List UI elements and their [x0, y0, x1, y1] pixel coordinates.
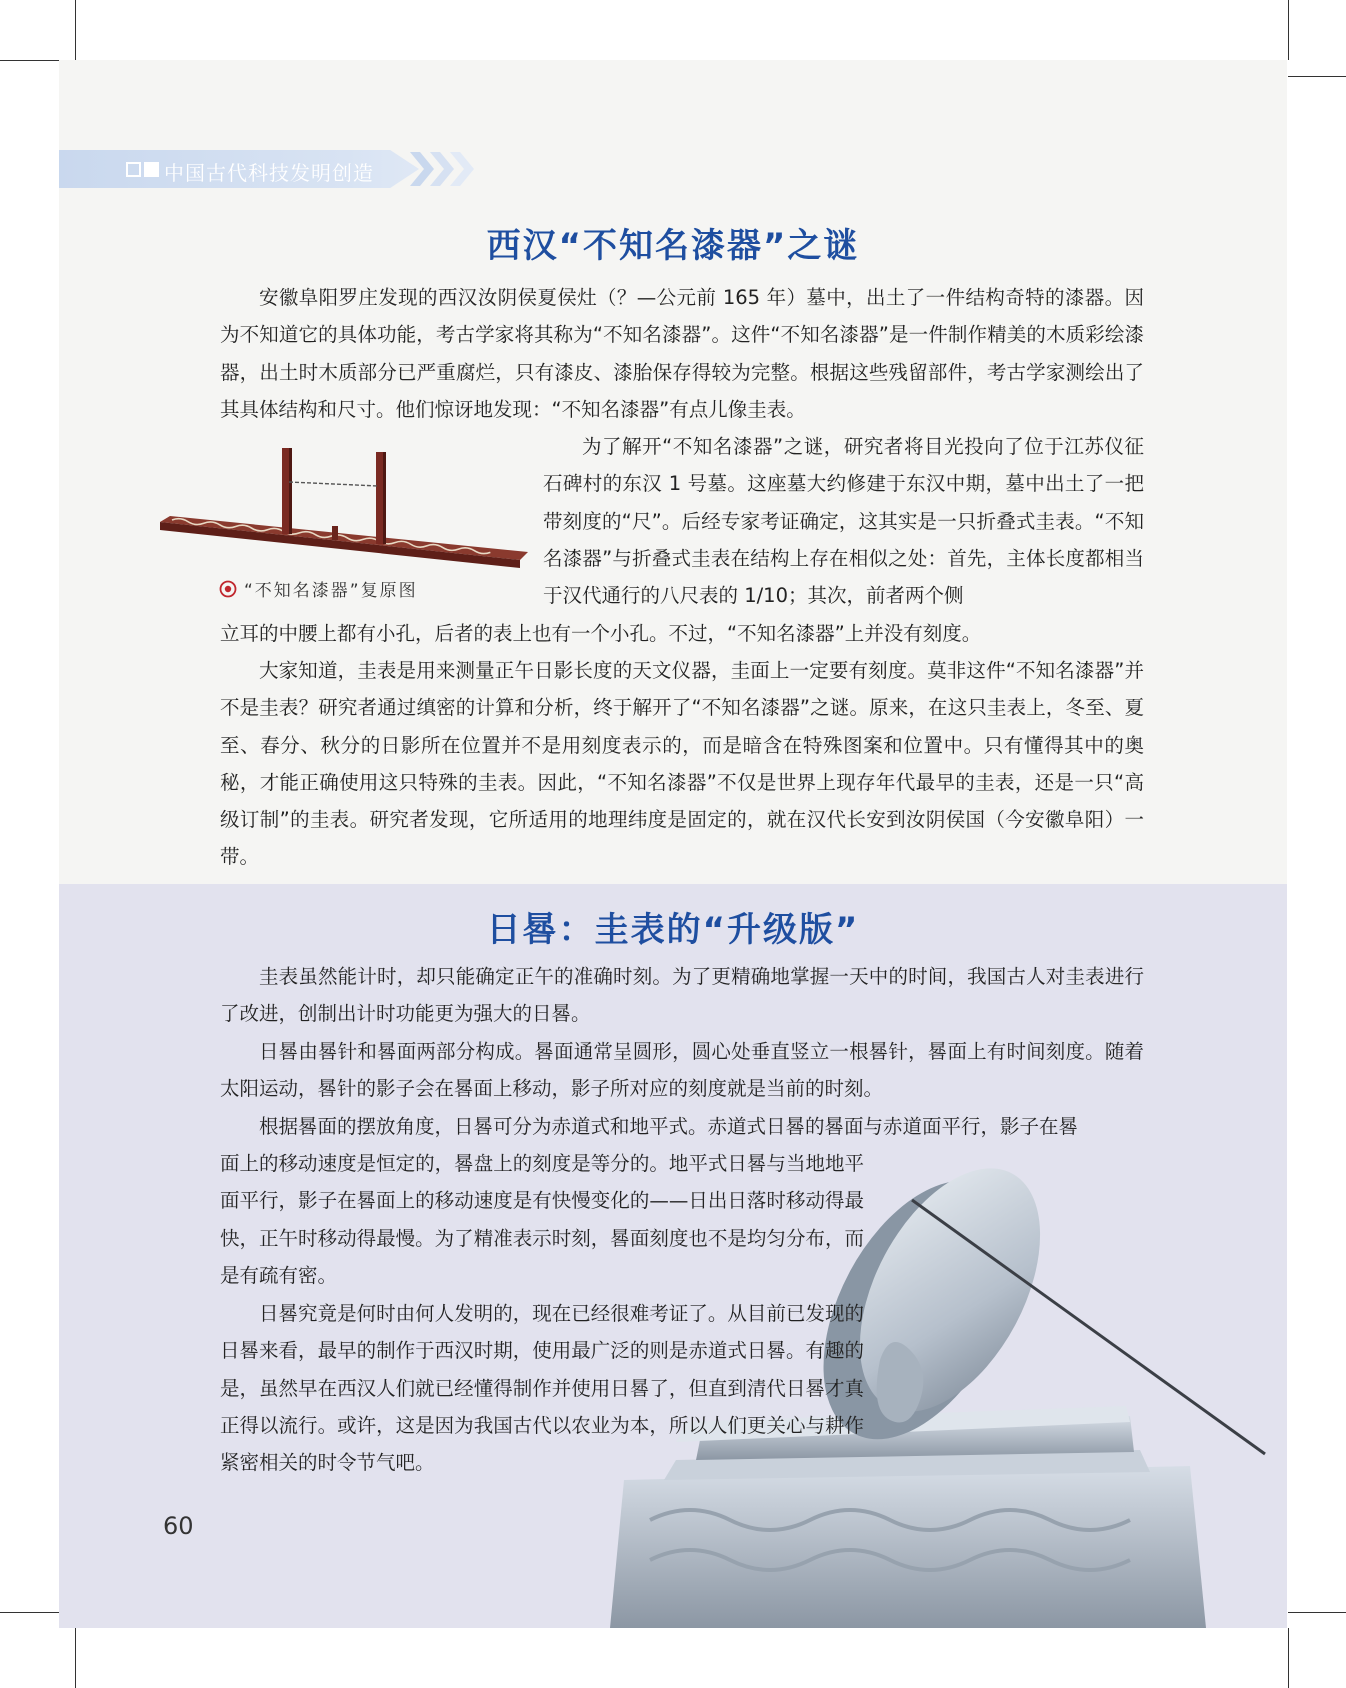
header-squares	[126, 162, 159, 177]
figure-caption: “不知名漆器”复原图	[244, 581, 418, 601]
section2-title: 日晷：圭表的“升级版”	[486, 910, 860, 950]
bullseye-icon	[219, 580, 237, 598]
page-number: 60	[163, 1512, 194, 1540]
crop-mark	[75, 0, 76, 60]
crop-mark	[0, 60, 60, 61]
crop-mark	[1288, 0, 1289, 60]
section2-paragraph-4: 日晷究竟是何时由何人发明的，现在已经很难考证了。从目前已发现的日晷来看，最早的制作于西汉时期，使用最广泛的则是赤道式日晷。有趣的是，虽然早在西汉人们就已经懂得制作并使用日晷了，但直到清代日晷才真正得以流行。或许，这是因为我国古代以农业为本，所以人们更关心与耕作紧密相关的时令节气吧。	[220, 1302, 864, 1475]
section2-paragraph-2: 日晷由晷针和晷面两部分构成。晷面通常呈圆形，圆心处垂直竖立一根晷针，晷面上有时间刻度。随着太阳运动，晷针的影子会在晷面上移动，影子所对应的刻度就是当前的时刻。	[220, 1040, 1144, 1101]
crop-mark	[1288, 1612, 1346, 1613]
section1-paragraph-1: 安徽阜阳罗庄发现的西汉汝阴侯夏侯灶（？—公元前 165 年）墓中，出土了一件结构奇特的漆器。因为不知道它的具体功能，考古学家将其称为“不知名漆器”。这件“不知名漆器”是一件制作精美的木质彩绘漆器，出土时木质部分已严重腐烂，只有漆皮、漆胎保存得较为完整。根据这些残留部件，考古学家测绘出了其具体结构和尺寸。他们惊讶地发现：“不知名漆器”有点儿像圭表。	[220, 286, 1144, 421]
section2-paragraph-3-wrapped: 面上的移动速度是恒定的，晷盘上的刻度是等分的。地平式日晷与当地地平面平行，影子在晷面上的移动速度是有快慢变化的——日出日落时移动得最快，正午时移动得最慢。为了精准表示时刻，晷面刻度也不是均匀分布，而是有疏有密。	[220, 1152, 864, 1287]
crop-mark	[1288, 1628, 1289, 1688]
series-title: 中国古代科技发明创造	[164, 161, 374, 185]
section1-paragraph-3: 大家知道，圭表是用来测量正午日影长度的天文仪器，圭面上一定要有刻度。莫非这件“不知名漆器”并不是圭表？研究者通过缜密的计算和分析，终于解开了“不知名漆器”之谜。原来，在这只圭表上，冬至、夏至、春分、秋分的日影所在位置并不是用刻度表示的，而是暗含在特殊图案和位置中。只有懂得其中的奥秘，才能正确使用这只特殊的圭表。因此，“不知名漆器”不仅是世界上现存年代最早的圭表，还是一只“高级订制”的圭表。研究者发现，它所适用的地理纬度是固定的，就在汉代长安到汝阴侯国（今安徽阜阳）一带。	[220, 659, 1144, 869]
lacquer-instrument-figure	[158, 440, 530, 570]
section1-title: 西汉“不知名漆器”之谜	[486, 226, 860, 266]
section1-paragraph-2-wrapped: 为了解开“不知名漆器”之谜，研究者将目光投向了位于江苏仪征石碑村的东汉 1 号墓。这座墓大约修建于东汉中期，墓中出土了一把带刻度的“尺”。后经专家考证确定，这其实是一只折叠式圭表。“不知名漆器”与折叠式圭表在结构上存在相似之处：首先，主体长度都相当于汉代通行的八尺表的 1/10；其次，前者两个侧	[543, 435, 1144, 608]
section2-paragraph-1: 圭表虽然能计时，却只能确定正午的准确时刻。为了更精确地掌握一天中的时间，我国古人对圭表进行了改进，创制出计时功能更为强大的日晷。	[220, 965, 1144, 1026]
crop-mark	[0, 1612, 60, 1613]
section1-paragraph-2-continued: 立耳的中腰上都有小孔，后者的表上也有一个小孔。不过，“不知名漆器”上并没有刻度。	[220, 622, 982, 645]
section2-paragraph-3: 根据晷面的摆放角度，日晷可分为赤道式和地平式。赤道式日晷的晷面与赤道面平行，影子在晷	[259, 1115, 1079, 1138]
crop-mark	[75, 1628, 76, 1688]
chevron-arrows-icon	[410, 152, 482, 186]
crop-mark	[1288, 76, 1346, 77]
